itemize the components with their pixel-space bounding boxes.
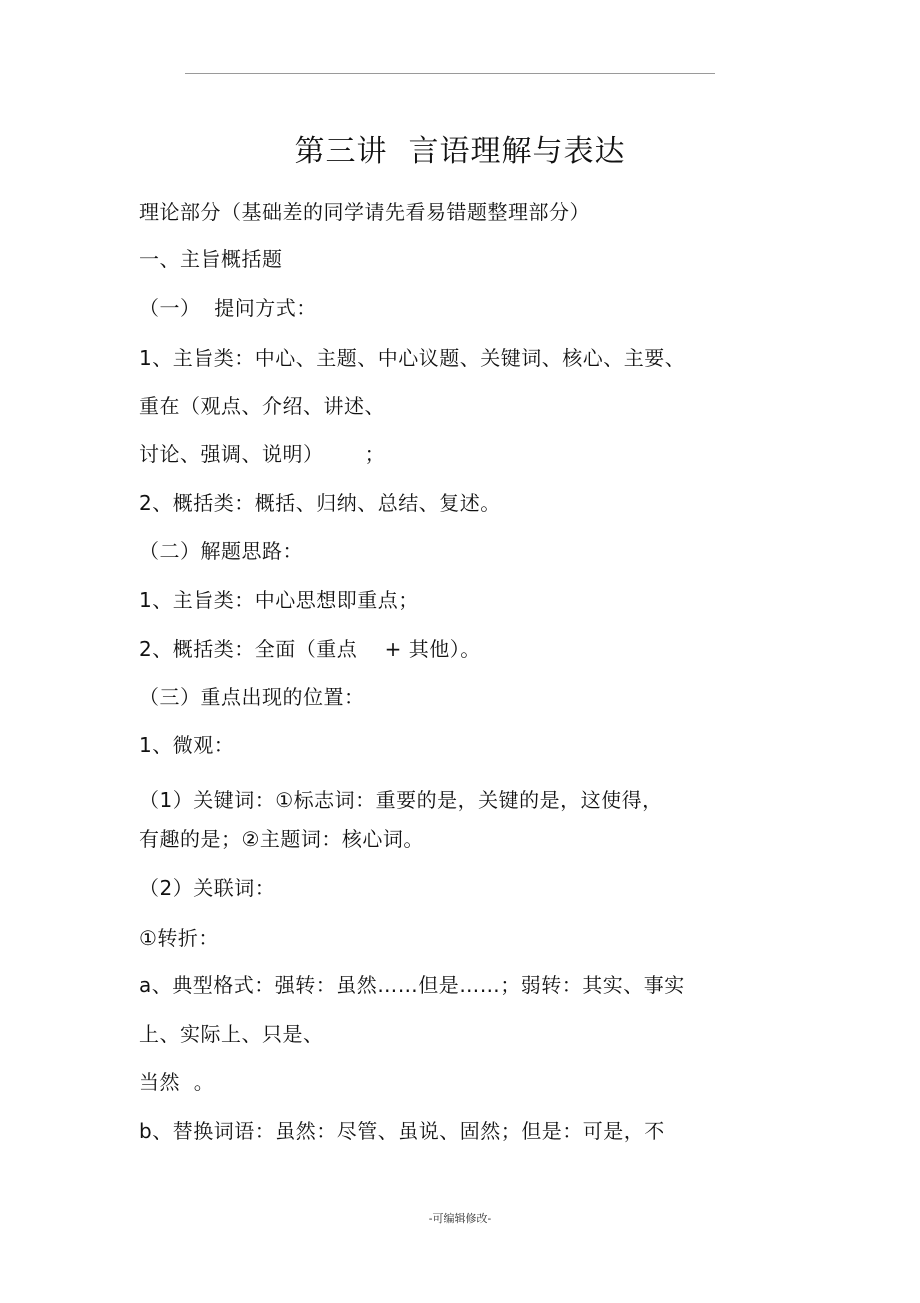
- paragraph-line: 重在（观点、介绍、讲述、: [139, 394, 385, 418]
- page-title: 第三讲 言语理解与表达: [294, 134, 626, 169]
- subsection-solving-approach: （二）解题思路：: [139, 539, 303, 563]
- paragraph-line: 讨论、强调、说明） ；: [139, 442, 386, 466]
- paragraph-line: （2）关联词：: [139, 876, 276, 900]
- section-heading-main-idea: 一、主旨概括题: [139, 247, 283, 271]
- page-footer: -可编辑修改-: [428, 1212, 492, 1225]
- paragraph-line: 当然 。: [139, 1070, 215, 1094]
- paragraph-line: 2、概括类：全面（重点 + 其他）。: [139, 637, 481, 661]
- paragraph-line: 1、微观：: [139, 733, 235, 757]
- subsection-question-style: （一） 提问方式：: [139, 296, 317, 320]
- paragraph-line: 1、主旨类：中心思想即重点；: [139, 588, 419, 612]
- paragraph-line: a、典型格式：强转：虽然……但是……；弱转：其实、事实: [139, 973, 685, 997]
- header-rule: [185, 73, 715, 74]
- section-heading-theory: 理论部分（基础差的同学请先看易错题整理部分）: [139, 200, 590, 224]
- paragraph-line: ①转折：: [139, 926, 219, 950]
- paragraph-line: 有趣的是；②主题词：核心词。: [139, 827, 424, 851]
- paragraph-line: 2、概括类：概括、归纳、总结、复述。: [139, 491, 501, 515]
- paragraph-line: （1）关键词：①标志词：重要的是，关键的是，这使得，: [139, 788, 663, 812]
- subsection-key-position: （三）重点出现的位置：: [139, 685, 365, 709]
- paragraph-line: 上、实际上、只是、: [139, 1022, 324, 1046]
- paragraph-line: b、替换词语：虽然：尽管、虽说、固然；但是：可是，不: [139, 1119, 665, 1143]
- paragraph-line: 1、主旨类：中心、主题、中心议题、关键词、核心、主要、: [139, 346, 686, 370]
